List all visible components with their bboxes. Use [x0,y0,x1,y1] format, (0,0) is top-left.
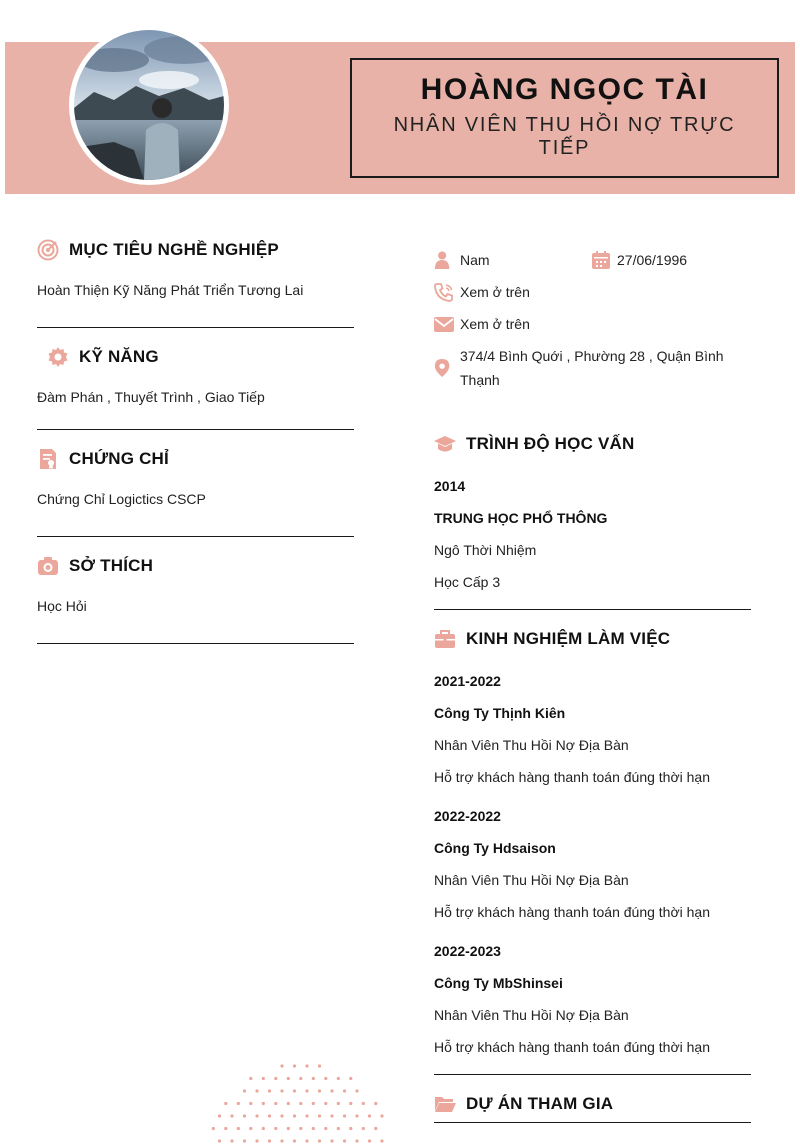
email-value: Xem ở trên [460,316,530,332]
folder-icon [434,1093,456,1115]
hobbies-text: Học Hỏi [37,598,87,614]
avatar [69,25,229,185]
gender-value: Nam [460,252,490,268]
email-row [434,312,530,336]
objective-text: Hoàn Thiện Kỹ Năng Phát Triển Tương Lai [37,282,304,298]
location-pin-icon [434,358,454,378]
hobbies-section [37,551,354,615]
experience-section [434,624,751,654]
divider [37,643,354,644]
divider [37,429,354,430]
gear-icon [47,346,69,368]
envelope-icon [434,314,454,334]
skills-title: KỸ NĂNG [79,347,159,366]
job-position: Nhân Viên Thu Hồi Nợ Địa Bàn [434,872,629,888]
education-year: 2014 [434,478,466,494]
job-position: Nhân Viên Thu Hồi Nợ Địa Bàn [434,737,629,753]
gender-row [434,248,490,272]
phone-row [434,280,530,304]
certificates-title: CHỨNG CHỈ [69,449,169,468]
phone-value: Xem ở trên [460,284,530,300]
education-name: Ngô Thời Nhiệm [434,542,537,558]
calendar-icon [591,250,611,270]
objective-section [37,235,354,299]
briefcase-icon [434,628,456,650]
certificates-section [37,444,354,508]
user-icon [434,250,454,270]
certificates-text: Chứng Chỉ Logictics CSCP [37,491,206,507]
job-description: Hỗ trợ khách hàng thanh toán đúng thời hạn [434,1039,711,1055]
job-company: Công Ty Hdsaison [434,840,556,856]
education-section [434,429,751,459]
name-box [350,58,779,178]
job-period: 2021-2022 [434,673,501,689]
objective-title: MỤC TIÊU NGHỀ NGHIỆP [69,240,279,259]
graduation-cap-icon [434,433,456,455]
target-icon [37,239,59,261]
job-period: 2022-2022 [434,808,501,824]
experience-title: KINH NGHIỆM LÀM VIỆC [466,629,671,648]
projects-section [434,1089,751,1119]
job-description: Hỗ trợ khách hàng thanh toán đúng thời hạn [434,769,711,785]
candidate-name: HOÀNG NGỌC TÀI [420,73,709,106]
job-description: Hỗ trợ khách hàng thanh toán đúng thời hạn [434,904,711,920]
divider [37,536,354,537]
job-period: 2022-2023 [434,943,501,959]
job-company: Công Ty Thịnh Kiên [434,705,566,721]
hobbies-title: SỞ THÍCH [69,556,154,575]
divider [37,327,354,328]
birthday-value: 27/06/1996 [617,252,688,268]
birthday-row [591,248,687,272]
divider [434,1074,751,1075]
job-position: Nhân Viên Thu Hồi Nợ Địa Bàn [434,1007,629,1023]
projects-title: DỰ ÁN THAM GIA [466,1094,614,1113]
divider [434,609,751,610]
profile-photo [74,30,224,180]
decorative-dots [205,1060,395,1147]
skills-section [37,342,354,406]
education-school: TRUNG HỌC PHỔ THÔNG [434,510,608,526]
divider [434,1122,751,1123]
phone-icon [434,282,454,302]
skills-text: Đàm Phán , Thuyết Trình , Giao Tiếp [37,389,265,405]
address-value: 374/4 Bình Quới , Phường 28 , Quận Bình Thạnh [460,348,724,388]
job-title: NHÂN VIÊN THU HỒI NỢ TRỰC TIẾP [393,114,736,159]
education-level: Học Cấp 3 [434,574,501,590]
education-title: TRÌNH ĐỘ HỌC VẤN [466,434,635,453]
address-row [434,344,734,392]
certificate-icon [37,448,59,470]
camera-icon [37,555,59,577]
job-company: Công Ty MbShinsei [434,975,563,991]
